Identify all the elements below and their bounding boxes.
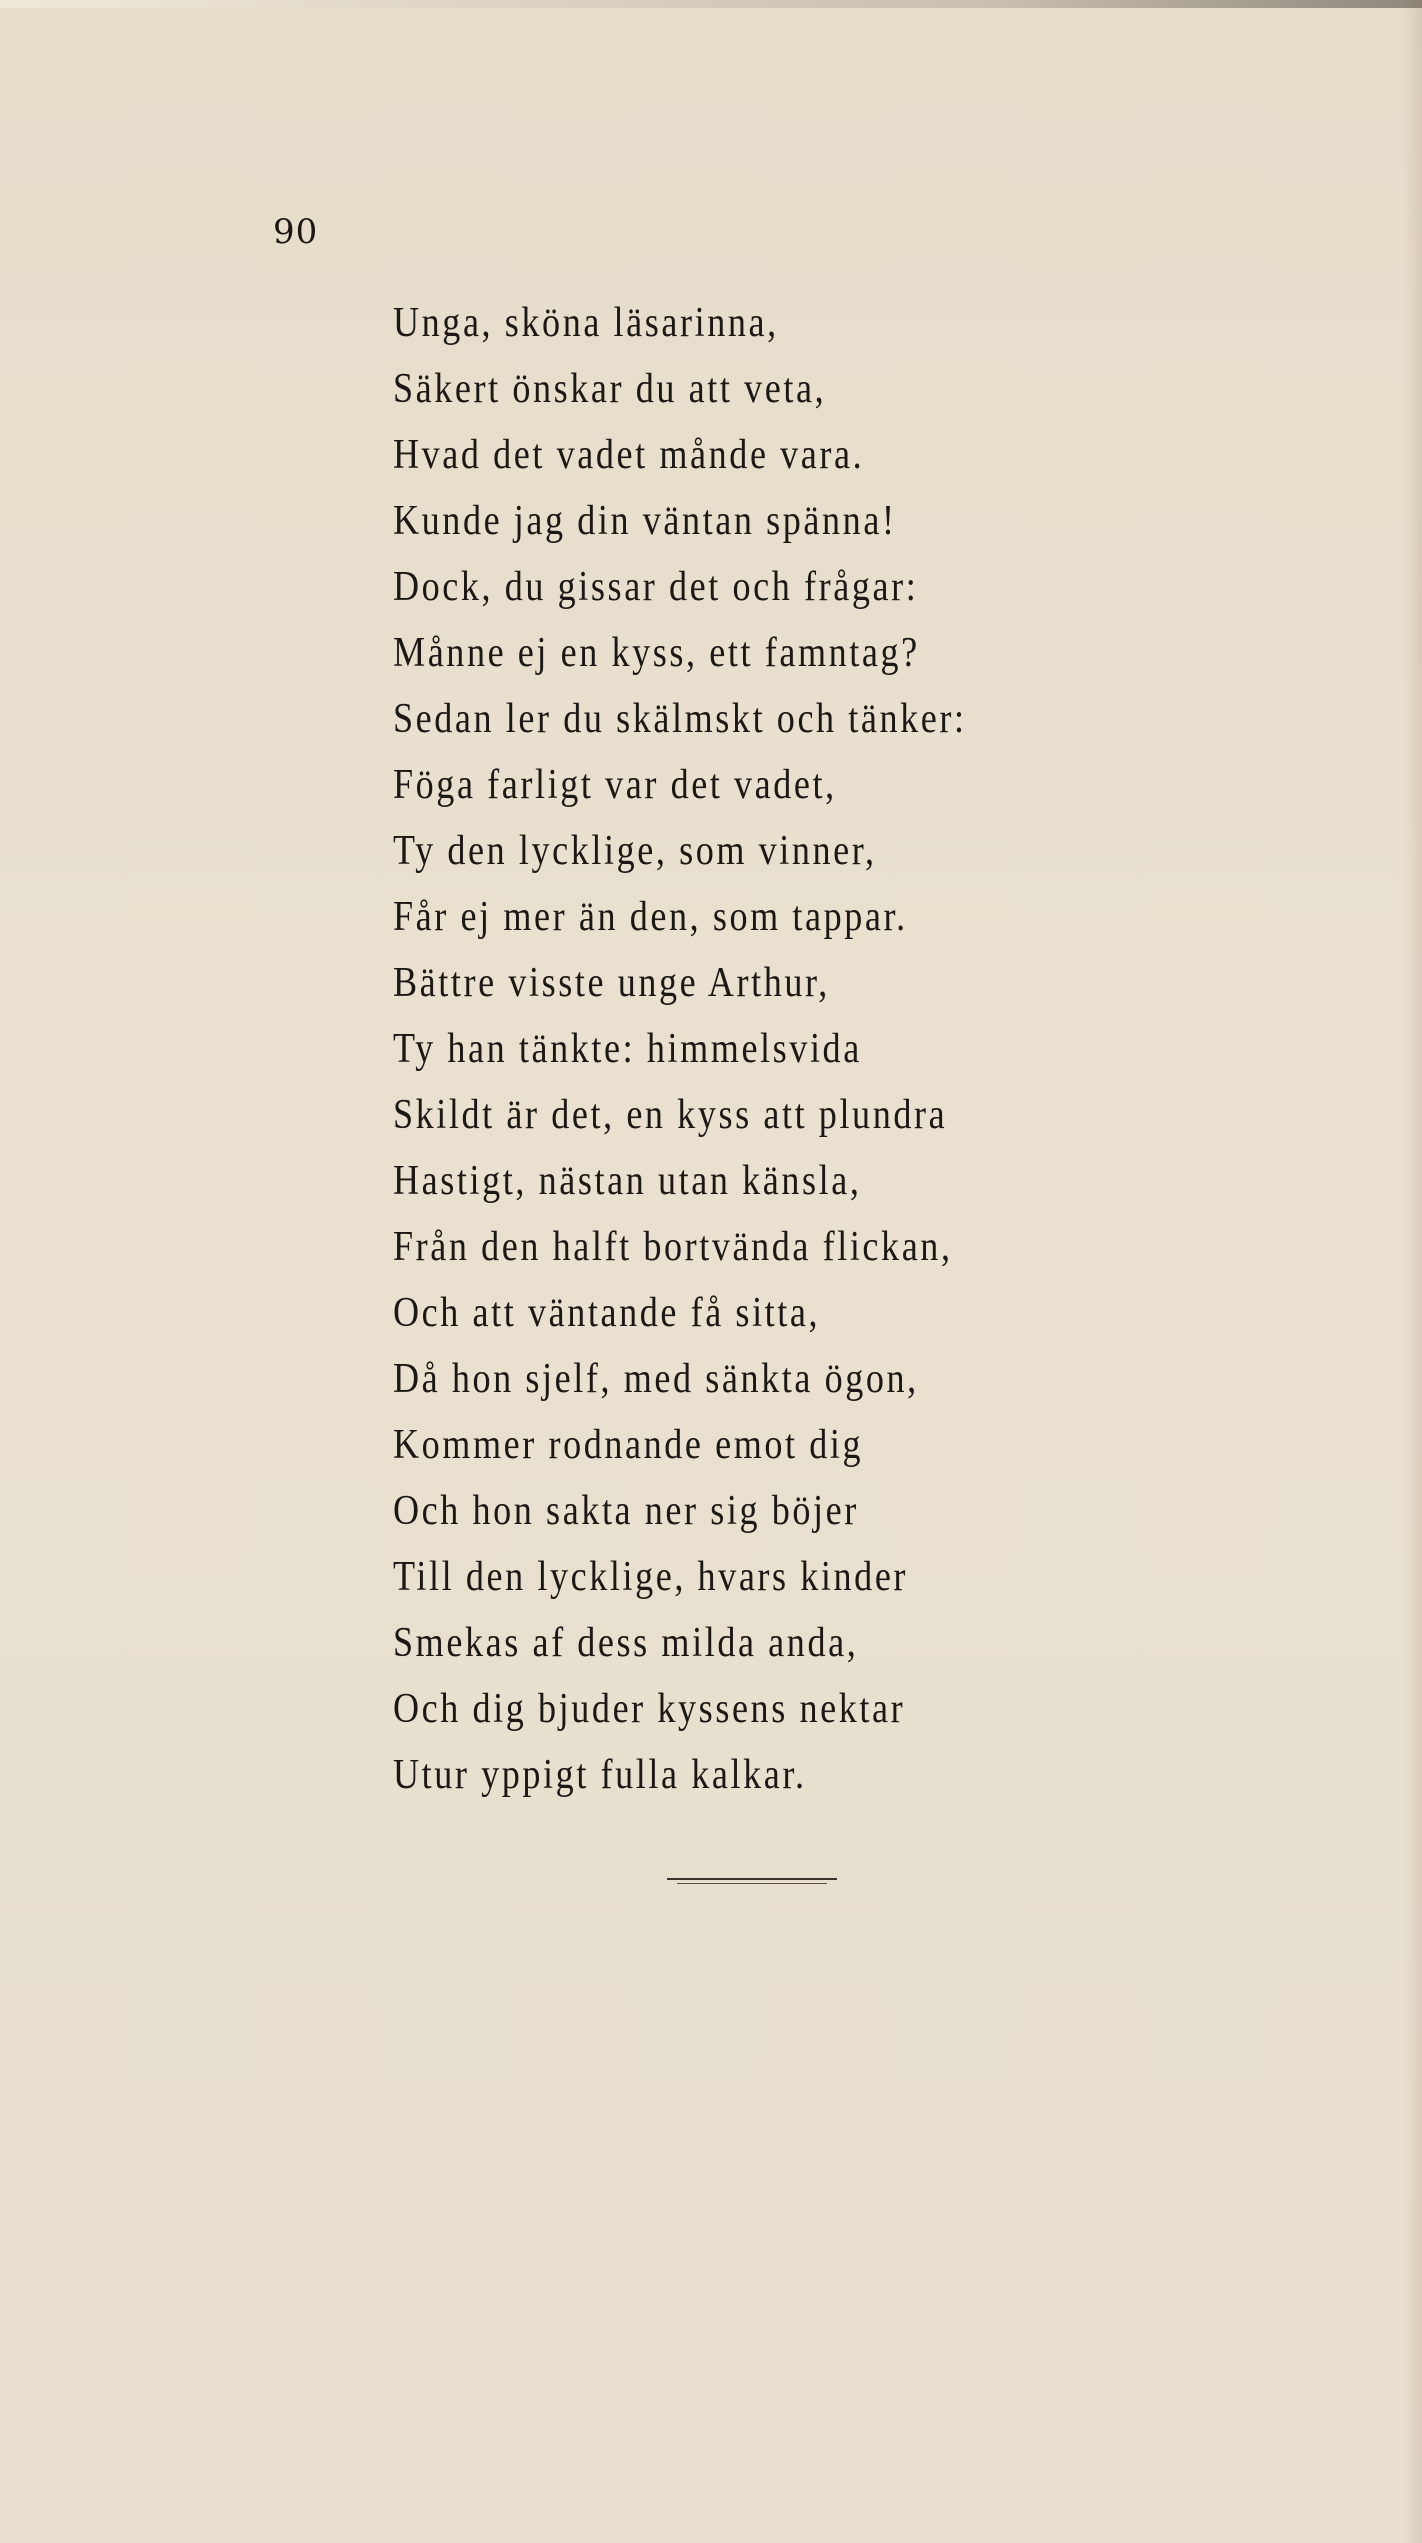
poem-line: Bättre visste unge Arthur, — [393, 960, 830, 1006]
poem-line: Ty den lycklige, som vinner, — [393, 828, 877, 874]
poem-line: Ty han tänkte: himmelsvida — [393, 1026, 862, 1072]
poem-line: Sedan ler du skälmskt och tänker: — [393, 696, 967, 742]
poem-line: Till den lycklige, hvars kinder — [393, 1554, 909, 1600]
poem-line: Skildt är det, en kyss att plundra — [393, 1092, 948, 1138]
poem-stanza — [393, 290, 1293, 1808]
poem-line: Unga, sköna läsarinna, — [393, 300, 779, 346]
page-right-edge-shadow — [1404, 0, 1422, 2543]
section-end-rule — [667, 1878, 837, 1880]
poem-line: Månne ej en kyss, ett famntag? — [393, 630, 920, 676]
poem-line: Smekas af dess milda anda, — [393, 1620, 859, 1666]
poem-line: Föga farligt var det vadet, — [393, 762, 837, 808]
poem-line: Utur yppigt fulla kalkar. — [393, 1752, 807, 1798]
poem-line: Och hon sakta ner sig böjer — [393, 1488, 859, 1534]
poem-line: Kunde jag din väntan spänna! — [393, 498, 897, 544]
poem-line: Säkert önskar du att veta, — [393, 366, 827, 412]
poem-line: Och dig bjuder kyssens nektar — [393, 1686, 906, 1732]
poem-line: Och att väntande få sitta, — [393, 1290, 821, 1336]
poem-line: Hastigt, nästan utan känsla, — [393, 1158, 862, 1204]
poem-line: Får ej mer än den, som tappar. — [393, 894, 908, 940]
poem-line: Då hon sjelf, med sänkta ögon, — [393, 1356, 919, 1402]
page-number: 90 — [273, 212, 319, 252]
poem-line: Hvad det vadet månde vara. — [393, 432, 865, 478]
poem-line: Kommer rodnande emot dig — [393, 1422, 864, 1468]
poem-line: Från den halft bortvända flickan, — [393, 1224, 953, 1270]
poem-line: Dock, du gissar det och frågar: — [393, 564, 919, 610]
page-top-edge — [0, 0, 1422, 8]
